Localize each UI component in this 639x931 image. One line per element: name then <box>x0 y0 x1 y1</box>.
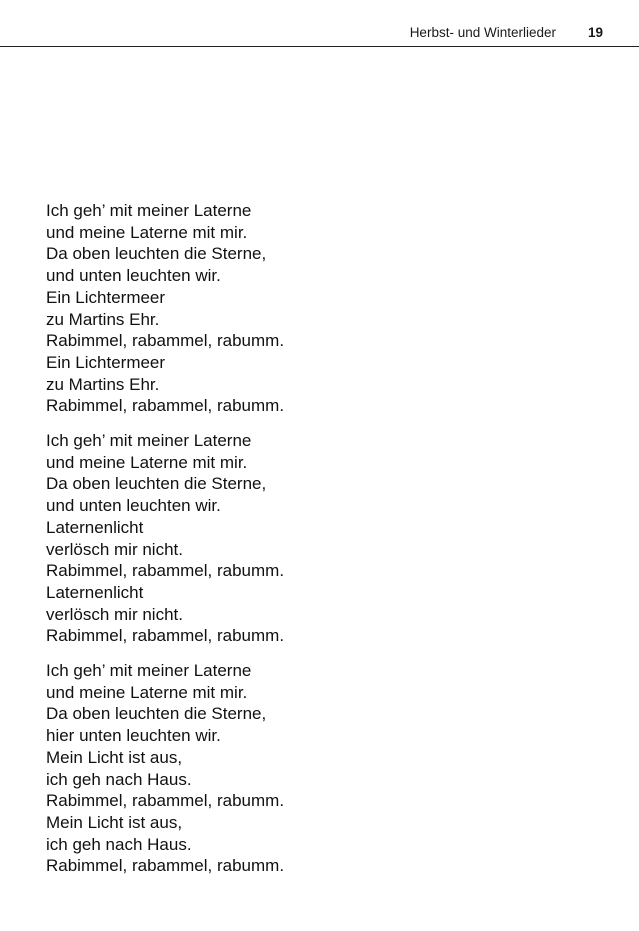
verse-1 <box>46 200 446 417</box>
verse-line: Ich geh’ mit meiner Laterne <box>46 201 252 220</box>
verse-line: Rabimmel, rabammel, rabumm. <box>46 791 285 811</box>
verse-line: Da oben leuchten die Sterne, <box>46 244 267 264</box>
verse-line: Ich geh’ mit meiner Laterne <box>46 431 252 451</box>
header-title: Herbst- und Winterlieder <box>409 25 556 40</box>
verse-line: zu Martins Ehr. <box>46 309 160 329</box>
verse-2 <box>46 430 446 647</box>
verse-line: Mein Licht ist aus, <box>46 812 183 832</box>
verse-line: Mein Licht ist aus, <box>46 747 183 767</box>
verse-line: Rabimmel, rabammel, rabumm. <box>46 626 285 646</box>
verse-line: Ein Lichtermeer <box>46 352 166 372</box>
verse-line: hier unten leuchten wir. <box>46 726 221 746</box>
verse-line: Da oben leuchten die Sterne, <box>46 474 267 494</box>
verse-line: und meine Laterne mit mir. <box>46 682 248 702</box>
verse-line: Da oben leuchten die Sterne, <box>46 704 267 724</box>
verse-line: verlösch mir nicht. <box>46 539 183 559</box>
verse-line: Ich geh’ mit meiner Laterne <box>46 661 252 681</box>
verse-line: Laternenlicht <box>46 517 144 537</box>
verse-line: Rabimmel, rabammel, rabumm. <box>46 331 285 351</box>
verse-line: ich geh nach Haus. <box>46 834 192 854</box>
verse-line: ich geh nach Haus. <box>46 769 192 789</box>
verse-line: und meine Laterne mit mir. <box>46 222 248 242</box>
verse-line: Ein Lichtermeer <box>46 287 166 307</box>
page-number: 19 <box>587 25 603 40</box>
verse-line: Rabimmel, rabammel, rabumm. <box>46 561 285 581</box>
verse-line: und unten leuchten wir. <box>46 266 221 286</box>
verse-3 <box>46 660 446 877</box>
verse-line: und meine Laterne mit mir. <box>46 452 248 472</box>
running-header <box>0 0 639 47</box>
verse-line: Rabimmel, rabammel, rabumm. <box>46 856 285 876</box>
verse-line: und unten leuchten wir. <box>46 496 221 516</box>
verse-line: zu Martins Ehr. <box>46 374 160 394</box>
song-lyrics <box>46 200 446 890</box>
verse-line: Rabimmel, rabammel, rabumm. <box>46 396 285 416</box>
verse-line: verlösch mir nicht. <box>46 604 183 624</box>
verse-line: Laternenlicht <box>46 582 144 602</box>
